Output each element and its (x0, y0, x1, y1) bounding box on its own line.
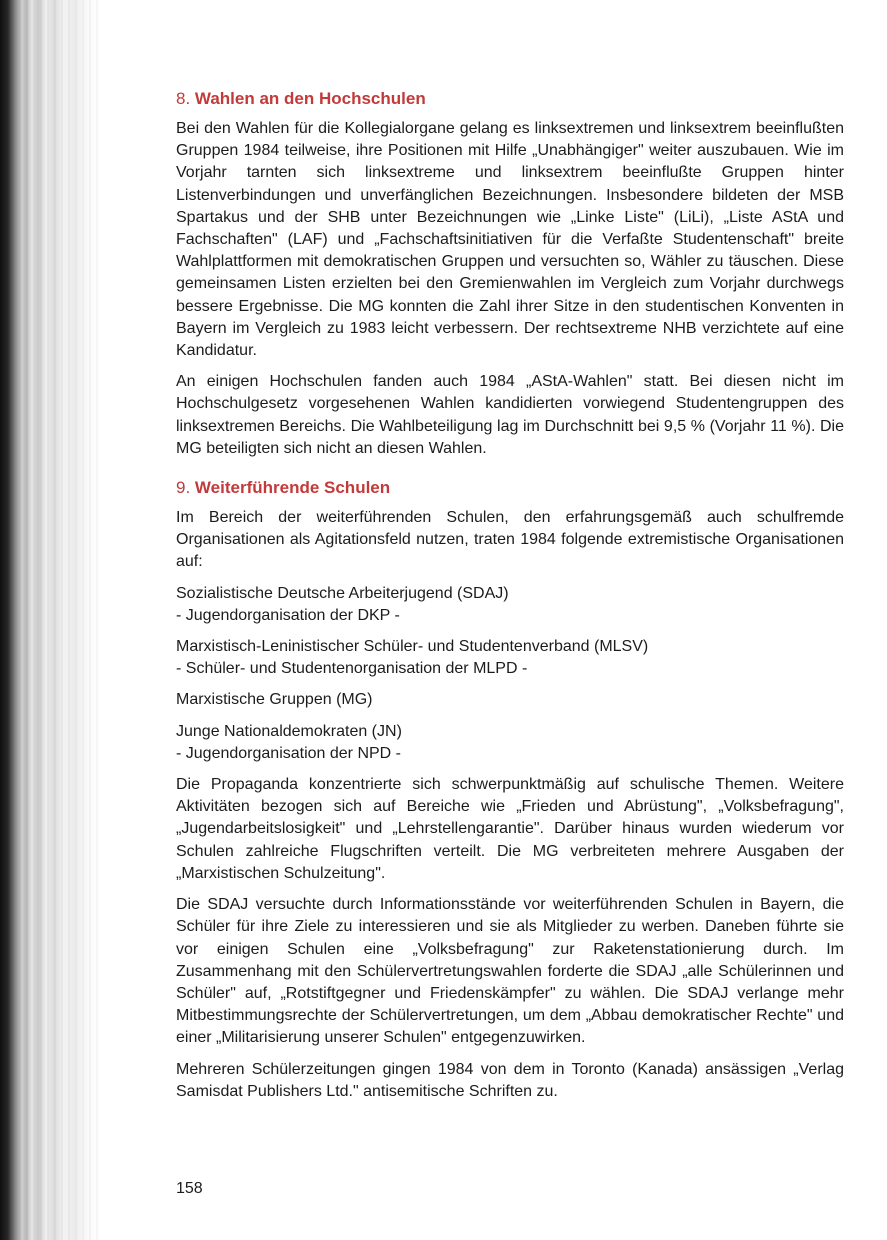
organization-mg (176, 689, 844, 711)
section-9-heading (176, 477, 844, 499)
section-9-intro: Im Bereich der weiterführenden Schulen, den erfahrungsgemäß auch schulfremde Organisationen als Agitationsfeld nutzen, traten 1984 folgende extremistische Organisationen auf: (176, 509, 844, 571)
organization-note: - Schüler- und Studentenorganisation der MLPD - (176, 660, 528, 678)
section-9-paragraph-3: Mehreren Schülerzeitungen gingen 1984 von dem in Toronto (Kanada) ansässigen „Verlag Samisdat Publishers Ltd." antisemitische Schriften zu. (176, 1060, 844, 1100)
page-number: 158 (176, 1180, 203, 1197)
organization-note: - Jugendorganisation der DKP - (176, 606, 400, 624)
section-8-paragraph-1: Bei den Wahlen für die Kollegialorgane gelang es linksextremen und linksextrem beeinflußten Gruppen 1984 teilweise, ihre Positionen mit Hilfe „Unabhängiger" weiter auszubauen. Wie im Vorjahr tarnten sich linksextreme und linksextrem beeinflußte Gruppen hinter Listenverbindungen und unverfänglichen Bezeichnungen. Insbesondere bildeten der MSB Spartakus und der SHB unter Bezeichnungen wie „Linke Liste" (LiLi), „Liste AStA und Fachschaften" (LAF) und „Fachschaftsinitiativen für die Verfaßte Studentenschaft" breite Wahlplattformen mit demokratischen Gruppen und versuchten so, Wähler zu täuschen. Diese gemeinsamen Listen erzielten bei den Gremienwahlen im Vergleich zum Vorjahr durchwegs bessere Ergebnisse. Die MG konnten die Zahl ihrer Sitze in den studentischen Konventen in Bayern im Vergleich zu 1983 leicht verbessern. Der rechtsextreme NHB verzichtete auf eine Kandidatur. (176, 120, 844, 360)
organization-name: Junge Nationaldemokraten (JN) (176, 722, 402, 740)
section-8-number: 8. (176, 89, 191, 108)
organization-jn (176, 721, 844, 765)
section-8-title: Wahlen an den Hochschulen (194, 89, 426, 108)
section-8-paragraph-2: An einigen Hochschulen fanden auch 1984 „AStA-Wahlen" statt. Bei diesen nicht im Hochschulgesetz vorgesehenen Wahlen kandidierten vorwiegend Studentengruppen des linksextremen Bereichs. Die Wahlbeteiligung lag im Durchschnitt bei 9,5 % (Vorjahr 11 %). Die MG beteiligten sich nicht an diesen Wahlen. (176, 373, 844, 457)
section-9-paragraph-1: Die Propaganda konzentrierte sich schwerpunktmäßig auf schulische Themen. Weitere Aktivitäten bezogen sich auf Bereiche wie „Frieden und Abrüstung", „Volksbefragung", „Jugendarbeitslosigkeit" und „Lehrstellengarantie". Darüber hinaus wurden wiederum vor Schulen zahlreiche Flugschriften verteilt. Die MG verbreiteten mehrere Ausgaben der „Marxistischen Schulzeitung". (176, 776, 844, 882)
organization-mlsv (176, 636, 844, 680)
page-content (176, 88, 844, 1112)
section-9-title: Weiterführende Schulen (194, 478, 391, 498)
section-8-heading (176, 88, 844, 110)
organization-note: - Jugendorganisation der NPD - (176, 744, 402, 762)
organization-sdaj (176, 583, 844, 627)
section-9-paragraph-2: Die SDAJ versuchte durch Informationsstände vor weiterführenden Schulen in Bayern, die Schüler für ihre Ziele zu interessieren und sie als Mitglieder zu werben. Daneben führte sie vor einigen Schulen eine „Volksbefragung" zur Raketenstationierung durch. Im Zusammenhang mit den Schülervertretungswahlen forderte die SDAJ „alle Schülerinnen und Schüler" auf, „Rotstiftgegner und Friedenskämpfer" zu wählen. Die SDAJ verlange mehr Mitbestimmungsrechte der Schülervertretungen, um dem „Abbau demokratischer Rechte" und einer „Militarisierung unserer Schulen" entgegenzuwirken. (176, 896, 844, 1047)
section-9-number: 9. (176, 478, 191, 498)
organization-name: Marxistische Gruppen (MG) (176, 691, 373, 709)
organization-name: Sozialistische Deutsche Arbeiterjugend (SDAJ) (176, 584, 509, 602)
organization-name: Marxistisch-Leninistischer Schüler- und Studentenverband (MLSV) (176, 638, 649, 656)
book-page-edge (0, 0, 100, 1240)
